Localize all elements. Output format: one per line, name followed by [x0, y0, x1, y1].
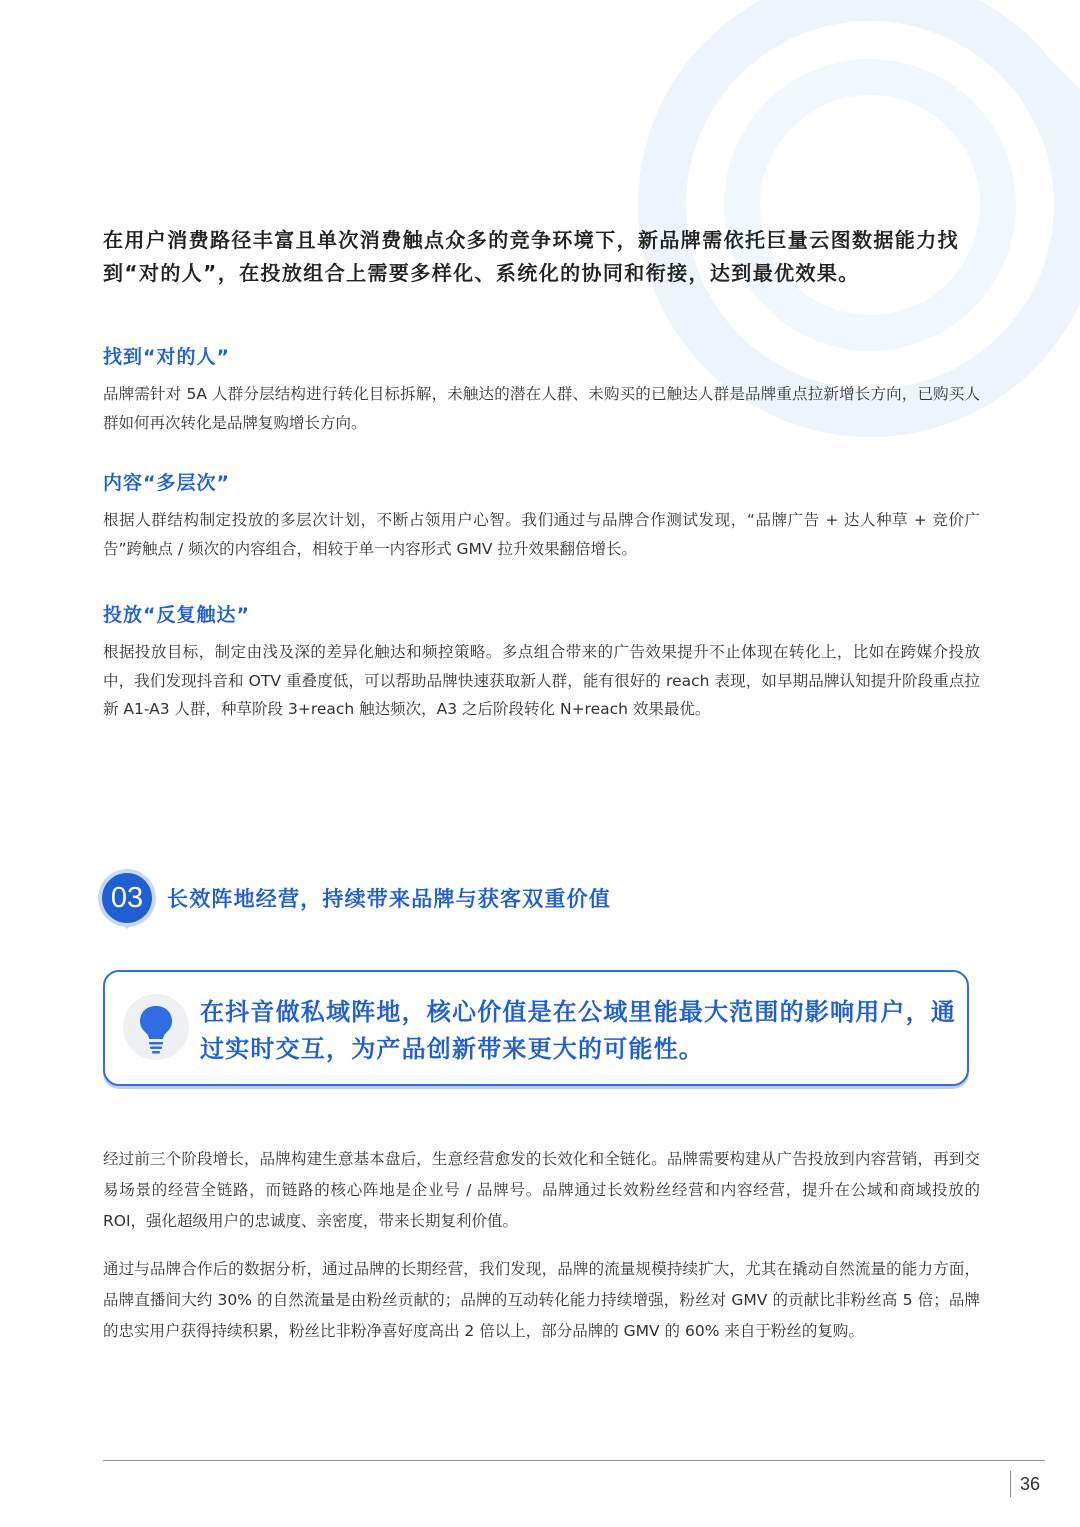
- section-body: 根据人群结构制定投放的多层次计划，不断占领用户心智。我们通过与品牌合作测试发现，“品牌广告 + 达人种草 + 竞价广告”跨触点 / 频次的内容组合，相较于单一内容形式 GMV 拉升效果翻倍增长。: [103, 511, 980, 558]
- page-number: 36: [1020, 1474, 1041, 1494]
- body-paragraph: 通过与品牌合作后的数据分析，通过品牌的长期经营，我们发现，品牌的流量规模持续扩大，尤其在撬动自然流量的能力方面，品牌直播间大约 30% 的自然流量是由粉丝贡献的；品牌的互动转化能力持续增强，粉丝对 GMV 的贡献比非粉丝高 5 倍；品牌的忠实用户获得持续积累，粉丝比非粉净喜好度高出 2 倍以上，部分品牌的 GMV 的 60% 来自于粉丝的复购。: [103, 1260, 980, 1340]
- section-repeated-reach: [103, 600, 980, 724]
- footer-divider: [103, 1460, 1045, 1461]
- page-number-separator: [1010, 1471, 1011, 1497]
- highlight-callout: [103, 970, 969, 1086]
- section-find-right-people: [103, 342, 980, 437]
- chapter-heading: [102, 873, 982, 933]
- section-body: 品牌需针对 5A 人群分层结构进行转化目标拆解，未触达的潜在人群、未购买的已触达人群是品牌重点拉新增长方向，已购买人群如何再次转化是品牌复购增长方向。: [103, 385, 980, 432]
- intro-paragraph: 在用户消费路径丰富且单次消费触点众多的竞争环境下，新品牌需依托巨量云图数据能力找到“对的人”，在投放组合上需要多样化、系统化的协同和衔接，达到最优效果。: [103, 228, 959, 285]
- callout-text: 在抖音做私域阵地，核心价值是在公域里能最大范围的影响用户，通过实时交互，为产品创新带来更大的可能性。: [200, 998, 956, 1063]
- chapter-number-badge: 03: [102, 873, 152, 923]
- body-paragraph: 经过前三个阶段增长，品牌构建生意基本盘后，生意经营愈发的长效化和全链化。品牌需要构建从广告投放到内容营销，再到交易场景的经营全链路，而链路的核心阵地是企业号 / 品牌号。品牌通过长效粉丝经营和内容经营，提升在公域和商域投放的 ROI，强化超级用户的忠诚度、亲密度，带来长期复利价值。: [103, 1150, 980, 1230]
- section-multi-layer-content: [103, 468, 980, 563]
- badge-pointer: [121, 923, 133, 929]
- section-body: 根据投放目标，制定由浅及深的差异化触达和频控策略。多点组合带来的广告效果提升不止体现在转化上，比如在跨媒介投放中，我们发现抖音和 OTV 重叠度低，可以帮助品牌快速获取新人群，能有很好的 reach 表现，如早期品牌认知提升阶段重点拉新 A1-A3 人群，种草阶段 3+reach 触达频次，A3 之后阶段转化 N+reach 效果最优。: [103, 643, 980, 718]
- body-paragraphs: [103, 1144, 980, 1364]
- section-title: 投放“反复触达”: [103, 604, 250, 626]
- section-title: 内容“多层次”: [103, 472, 230, 494]
- section-title: 找到“对的人”: [103, 346, 230, 368]
- chapter-title: 长效阵地经营，持续带来品牌与获客双重价值: [167, 887, 611, 911]
- lightbulb-icon: [123, 994, 189, 1060]
